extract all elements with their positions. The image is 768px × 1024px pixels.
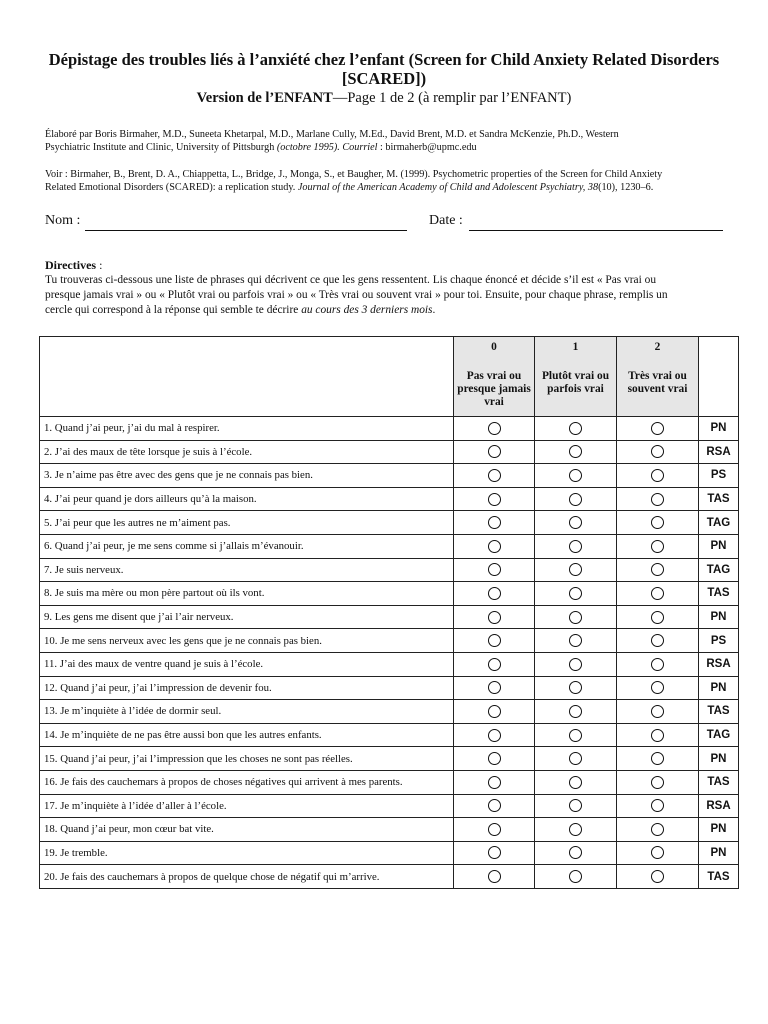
radio-circle-option-2[interactable] bbox=[651, 681, 664, 694]
radio-circle-option-2[interactable] bbox=[651, 658, 664, 671]
radio-circle-option-0[interactable] bbox=[488, 870, 501, 883]
scale-code: PN bbox=[699, 676, 739, 700]
radio-circle-option-1[interactable] bbox=[569, 658, 582, 671]
option-cell-1 bbox=[535, 440, 617, 464]
scale-code: PN bbox=[699, 747, 739, 771]
radio-circle-option-1[interactable] bbox=[569, 445, 582, 458]
radio-circle-option-2[interactable] bbox=[651, 776, 664, 789]
date-label: Date : bbox=[429, 213, 463, 228]
column-header-2: 2 Très vrai ou souvent vrai bbox=[617, 337, 699, 417]
radio-circle-option-2[interactable] bbox=[651, 799, 664, 812]
radio-circle-option-0[interactable] bbox=[488, 729, 501, 742]
radio-circle-option-1[interactable] bbox=[569, 493, 582, 506]
radio-circle-option-2[interactable] bbox=[651, 540, 664, 553]
credits-line-2: Psychiatric Institute and Clinic, University of Pittsburgh (octobre 1995). Courriel : birmaherb@upmc.edu bbox=[45, 142, 477, 153]
option-cell-0 bbox=[454, 487, 535, 511]
radio-circle-option-2[interactable] bbox=[651, 469, 664, 482]
document-title: Dépistage des troubles liés à l’anxiété chez l’enfant (Screen for Child Anxiety Related Disorders [SCARED]) bbox=[48, 50, 720, 88]
header-blank-cell bbox=[40, 337, 454, 417]
scale-code: TAS bbox=[699, 582, 739, 606]
name-field[interactable] bbox=[85, 230, 407, 231]
radio-circle-option-0[interactable] bbox=[488, 540, 501, 553]
item-statement: 10. Je me sens nerveux avec les gens que je ne connais pas bien. bbox=[40, 629, 454, 653]
option-cell-1 bbox=[535, 487, 617, 511]
option-cell-2 bbox=[617, 723, 699, 747]
radio-circle-option-2[interactable] bbox=[651, 516, 664, 529]
option-cell-1 bbox=[535, 676, 617, 700]
item-statement: 5. J’ai peur que les autres ne m’aiment pas. bbox=[40, 511, 454, 535]
radio-circle-option-0[interactable] bbox=[488, 634, 501, 647]
scale-code: RSA bbox=[699, 794, 739, 818]
option-cell-0 bbox=[454, 676, 535, 700]
radio-circle-option-2[interactable] bbox=[651, 752, 664, 765]
item-statement: 16. Je fais des cauchemars à propos de choses négatives qui arrivent à mes parents. bbox=[40, 770, 454, 794]
radio-circle-option-0[interactable] bbox=[488, 469, 501, 482]
table-row bbox=[40, 841, 739, 865]
radio-circle-option-1[interactable] bbox=[569, 681, 582, 694]
table-row bbox=[40, 700, 739, 724]
radio-circle-option-0[interactable] bbox=[488, 445, 501, 458]
scale-code: PN bbox=[699, 818, 739, 842]
option-cell-0 bbox=[454, 770, 535, 794]
radio-circle-option-2[interactable] bbox=[651, 634, 664, 647]
option-cell-1 bbox=[535, 629, 617, 653]
table-row bbox=[40, 558, 739, 582]
table-row bbox=[40, 582, 739, 606]
radio-circle-option-1[interactable] bbox=[569, 516, 582, 529]
option-cell-0 bbox=[454, 534, 535, 558]
item-statement: 12. Quand j’ai peur, j’ai l’impression de devenir fou. bbox=[40, 676, 454, 700]
item-statement: 17. Je m’inquiète à l’idée d’aller à l’école. bbox=[40, 794, 454, 818]
option-cell-2 bbox=[617, 629, 699, 653]
radio-circle-option-2[interactable] bbox=[651, 493, 664, 506]
scale-code: PS bbox=[699, 629, 739, 653]
radio-circle-option-1[interactable] bbox=[569, 870, 582, 883]
radio-circle-option-0[interactable] bbox=[488, 422, 501, 435]
option-cell-1 bbox=[535, 723, 617, 747]
radio-circle-option-1[interactable] bbox=[569, 799, 582, 812]
radio-circle-option-0[interactable] bbox=[488, 705, 501, 718]
scale-code: TAS bbox=[699, 865, 739, 889]
credits-line-1: Élaboré par Boris Birmaher, M.D., Suneeta Khetarpal, M.D., Marlane Cully, M.Ed., David Brent, M.D. et Sandra McKenzie, Ph.D., Western bbox=[45, 129, 619, 140]
radio-circle-option-2[interactable] bbox=[651, 870, 664, 883]
credits bbox=[45, 128, 725, 154]
option-cell-0 bbox=[454, 605, 535, 629]
option-cell-1 bbox=[535, 794, 617, 818]
option-cell-0 bbox=[454, 652, 535, 676]
header-code-cell bbox=[699, 337, 739, 417]
item-statement: 4. J’ai peur quand je dors ailleurs qu’à la maison. bbox=[40, 487, 454, 511]
option-cell-2 bbox=[617, 794, 699, 818]
scale-code: PN bbox=[699, 534, 739, 558]
option-cell-1 bbox=[535, 841, 617, 865]
item-statement: 13. Je m’inquiète à l’idée de dormir seul. bbox=[40, 700, 454, 724]
radio-circle-option-0[interactable] bbox=[488, 563, 501, 576]
item-statement: 1. Quand j’ai peur, j’ai du mal à respirer. bbox=[40, 417, 454, 441]
option-cell-0 bbox=[454, 464, 535, 488]
scale-code: TAG bbox=[699, 558, 739, 582]
scale-code: TAS bbox=[699, 770, 739, 794]
column-header-0: 0 Pas vrai ou presque jamais vrai bbox=[454, 337, 535, 417]
option-cell-2 bbox=[617, 818, 699, 842]
item-statement: 15. Quand j’ai peur, j’ai l’impression que les choses ne sont pas réelles. bbox=[40, 747, 454, 771]
option-cell-2 bbox=[617, 841, 699, 865]
option-cell-1 bbox=[535, 605, 617, 629]
item-statement: 14. Je m’inquiète de ne pas être aussi bon que les autres enfants. bbox=[40, 723, 454, 747]
radio-circle-option-0[interactable] bbox=[488, 681, 501, 694]
option-cell-0 bbox=[454, 747, 535, 771]
item-statement: 3. Je n’aime pas être avec des gens que je ne connais pas bien. bbox=[40, 464, 454, 488]
radio-circle-option-2[interactable] bbox=[651, 729, 664, 742]
radio-circle-option-1[interactable] bbox=[569, 729, 582, 742]
option-cell-1 bbox=[535, 770, 617, 794]
radio-circle-option-2[interactable] bbox=[651, 846, 664, 859]
table-header-row bbox=[40, 337, 739, 417]
table-row bbox=[40, 417, 739, 441]
option-cell-2 bbox=[617, 558, 699, 582]
option-cell-1 bbox=[535, 652, 617, 676]
option-cell-1 bbox=[535, 747, 617, 771]
scale-code: PN bbox=[699, 605, 739, 629]
version-line bbox=[40, 90, 728, 107]
radio-circle-option-0[interactable] bbox=[488, 587, 501, 600]
table-row bbox=[40, 464, 739, 488]
option-cell-2 bbox=[617, 464, 699, 488]
radio-circle-option-1[interactable] bbox=[569, 823, 582, 836]
option-cell-1 bbox=[535, 818, 617, 842]
table-row bbox=[40, 794, 739, 818]
radio-circle-option-0[interactable] bbox=[488, 776, 501, 789]
scale-code: PN bbox=[699, 841, 739, 865]
option-cell-0 bbox=[454, 700, 535, 724]
item-statement: 9. Les gens me disent que j’ai l’air nerveux. bbox=[40, 605, 454, 629]
item-statement: 8. Je suis ma mère ou mon père partout où ils vont. bbox=[40, 582, 454, 606]
radio-circle-option-1[interactable] bbox=[569, 422, 582, 435]
directives-heading: Directives : bbox=[45, 258, 103, 272]
radio-circle-option-1[interactable] bbox=[569, 846, 582, 859]
option-cell-2 bbox=[617, 747, 699, 771]
option-cell-2 bbox=[617, 865, 699, 889]
item-statement: 2. J’ai des maux de tête lorsque je suis à l’école. bbox=[40, 440, 454, 464]
scale-code: TAS bbox=[699, 487, 739, 511]
option-cell-2 bbox=[617, 582, 699, 606]
table-row bbox=[40, 487, 739, 511]
radio-circle-option-1[interactable] bbox=[569, 469, 582, 482]
radio-circle-option-2[interactable] bbox=[651, 705, 664, 718]
table-row bbox=[40, 440, 739, 464]
option-cell-0 bbox=[454, 582, 535, 606]
option-cell-1 bbox=[535, 700, 617, 724]
column-header-1: 1 Plutôt vrai ou parfois vrai bbox=[535, 337, 617, 417]
option-cell-2 bbox=[617, 417, 699, 441]
table-row bbox=[40, 652, 739, 676]
radio-circle-option-0[interactable] bbox=[488, 516, 501, 529]
option-cell-0 bbox=[454, 841, 535, 865]
option-cell-1 bbox=[535, 558, 617, 582]
radio-circle-option-2[interactable] bbox=[651, 823, 664, 836]
item-statement: 6. Quand j’ai peur, je me sens comme si j’allais m’évanouir. bbox=[40, 534, 454, 558]
scale-code: TAG bbox=[699, 511, 739, 535]
option-cell-2 bbox=[617, 700, 699, 724]
option-cell-2 bbox=[617, 770, 699, 794]
option-cell-0 bbox=[454, 511, 535, 535]
item-statement: 11. J’ai des maux de ventre quand je suis à l’école. bbox=[40, 652, 454, 676]
option-cell-2 bbox=[617, 534, 699, 558]
item-statement: 19. Je tremble. bbox=[40, 841, 454, 865]
radio-circle-option-2[interactable] bbox=[651, 587, 664, 600]
scale-code: PN bbox=[699, 417, 739, 441]
radio-circle-option-1[interactable] bbox=[569, 563, 582, 576]
radio-circle-option-1[interactable] bbox=[569, 705, 582, 718]
table-row bbox=[40, 629, 739, 653]
directives-text: Tu trouveras ci-dessous une liste de phrases qui décrivent ce que les gens ressentent. Lis chaque énoncé et décide s’il est « Pas vrai ou presque jamais vrai » ou « Plutôt vrai ou parfois vrai » ou « Très vrai ou souvent vrai » pour toi. Ensuite, pour chaque phrase, remplis un cercle qui correspond à la réponse qui semble te décrire au cours des 3 derniers mois. bbox=[45, 274, 668, 316]
option-cell-0 bbox=[454, 794, 535, 818]
table-row bbox=[40, 865, 739, 889]
option-cell-1 bbox=[535, 511, 617, 535]
citation bbox=[45, 168, 725, 194]
option-cell-2 bbox=[617, 511, 699, 535]
scale-code: TAS bbox=[699, 700, 739, 724]
radio-circle-option-1[interactable] bbox=[569, 776, 582, 789]
option-cell-0 bbox=[454, 723, 535, 747]
table-row bbox=[40, 511, 739, 535]
scale-code: RSA bbox=[699, 652, 739, 676]
option-cell-1 bbox=[535, 417, 617, 441]
item-statement: 18. Quand j’ai peur, mon cœur bat vite. bbox=[40, 818, 454, 842]
radio-circle-option-2[interactable] bbox=[651, 563, 664, 576]
page-info: —Page 1 de 2 (à remplir par l’ENFANT) bbox=[332, 90, 572, 106]
date-field[interactable] bbox=[469, 230, 723, 231]
radio-circle-option-0[interactable] bbox=[488, 493, 501, 506]
option-cell-0 bbox=[454, 440, 535, 464]
radio-circle-option-0[interactable] bbox=[488, 823, 501, 836]
option-cell-0 bbox=[454, 818, 535, 842]
radio-circle-option-1[interactable] bbox=[569, 587, 582, 600]
scale-code: RSA bbox=[699, 440, 739, 464]
radio-circle-option-1[interactable] bbox=[569, 752, 582, 765]
name-label: Nom : bbox=[45, 213, 81, 228]
option-cell-2 bbox=[617, 605, 699, 629]
item-statement: 20. Je fais des cauchemars à propos de quelque chose de négatif qui m’arrive. bbox=[40, 865, 454, 889]
option-cell-0 bbox=[454, 629, 535, 653]
option-cell-2 bbox=[617, 676, 699, 700]
table-row bbox=[40, 605, 739, 629]
table-row bbox=[40, 676, 739, 700]
table-row bbox=[40, 818, 739, 842]
option-cell-1 bbox=[535, 582, 617, 606]
version-label: Version de l’ENFANT bbox=[196, 90, 333, 106]
option-cell-1 bbox=[535, 464, 617, 488]
radio-circle-option-2[interactable] bbox=[651, 611, 664, 624]
scale-code: PS bbox=[699, 464, 739, 488]
radio-circle-option-1[interactable] bbox=[569, 540, 582, 553]
option-cell-1 bbox=[535, 534, 617, 558]
scale-code: TAG bbox=[699, 723, 739, 747]
table-row bbox=[40, 747, 739, 771]
radio-circle-option-1[interactable] bbox=[569, 634, 582, 647]
option-cell-1 bbox=[535, 865, 617, 889]
radio-circle-option-0[interactable] bbox=[488, 611, 501, 624]
item-statement: 7. Je suis nerveux. bbox=[40, 558, 454, 582]
radio-circle-option-0[interactable] bbox=[488, 799, 501, 812]
option-cell-2 bbox=[617, 440, 699, 464]
option-cell-2 bbox=[617, 487, 699, 511]
radio-circle-option-2[interactable] bbox=[651, 445, 664, 458]
table-row bbox=[40, 534, 739, 558]
option-cell-0 bbox=[454, 558, 535, 582]
table-row bbox=[40, 723, 739, 747]
radio-circle-option-2[interactable] bbox=[651, 422, 664, 435]
option-cell-0 bbox=[454, 865, 535, 889]
table-row bbox=[40, 770, 739, 794]
option-cell-2 bbox=[617, 652, 699, 676]
citation-line-2: Related Emotional Disorders (SCARED): a replication study. Journal of the American Academy of Child and Adolescent Psychiatry, 38(10), 1230–6. bbox=[45, 182, 654, 193]
option-cell-0 bbox=[454, 417, 535, 441]
citation-line-1: Voir : Birmaher, B., Brent, D. A., Chiappetta, L., Bridge, J., Monga, S., et Baugher, M. (1999). Psychometric properties of the Screen for Child Anxiety bbox=[45, 169, 663, 180]
radio-circle-option-1[interactable] bbox=[569, 611, 582, 624]
name-date-row bbox=[45, 213, 725, 233]
radio-circle-option-0[interactable] bbox=[488, 658, 501, 671]
radio-circle-option-0[interactable] bbox=[488, 752, 501, 765]
questionnaire-table bbox=[39, 336, 739, 889]
radio-circle-option-0[interactable] bbox=[488, 846, 501, 859]
